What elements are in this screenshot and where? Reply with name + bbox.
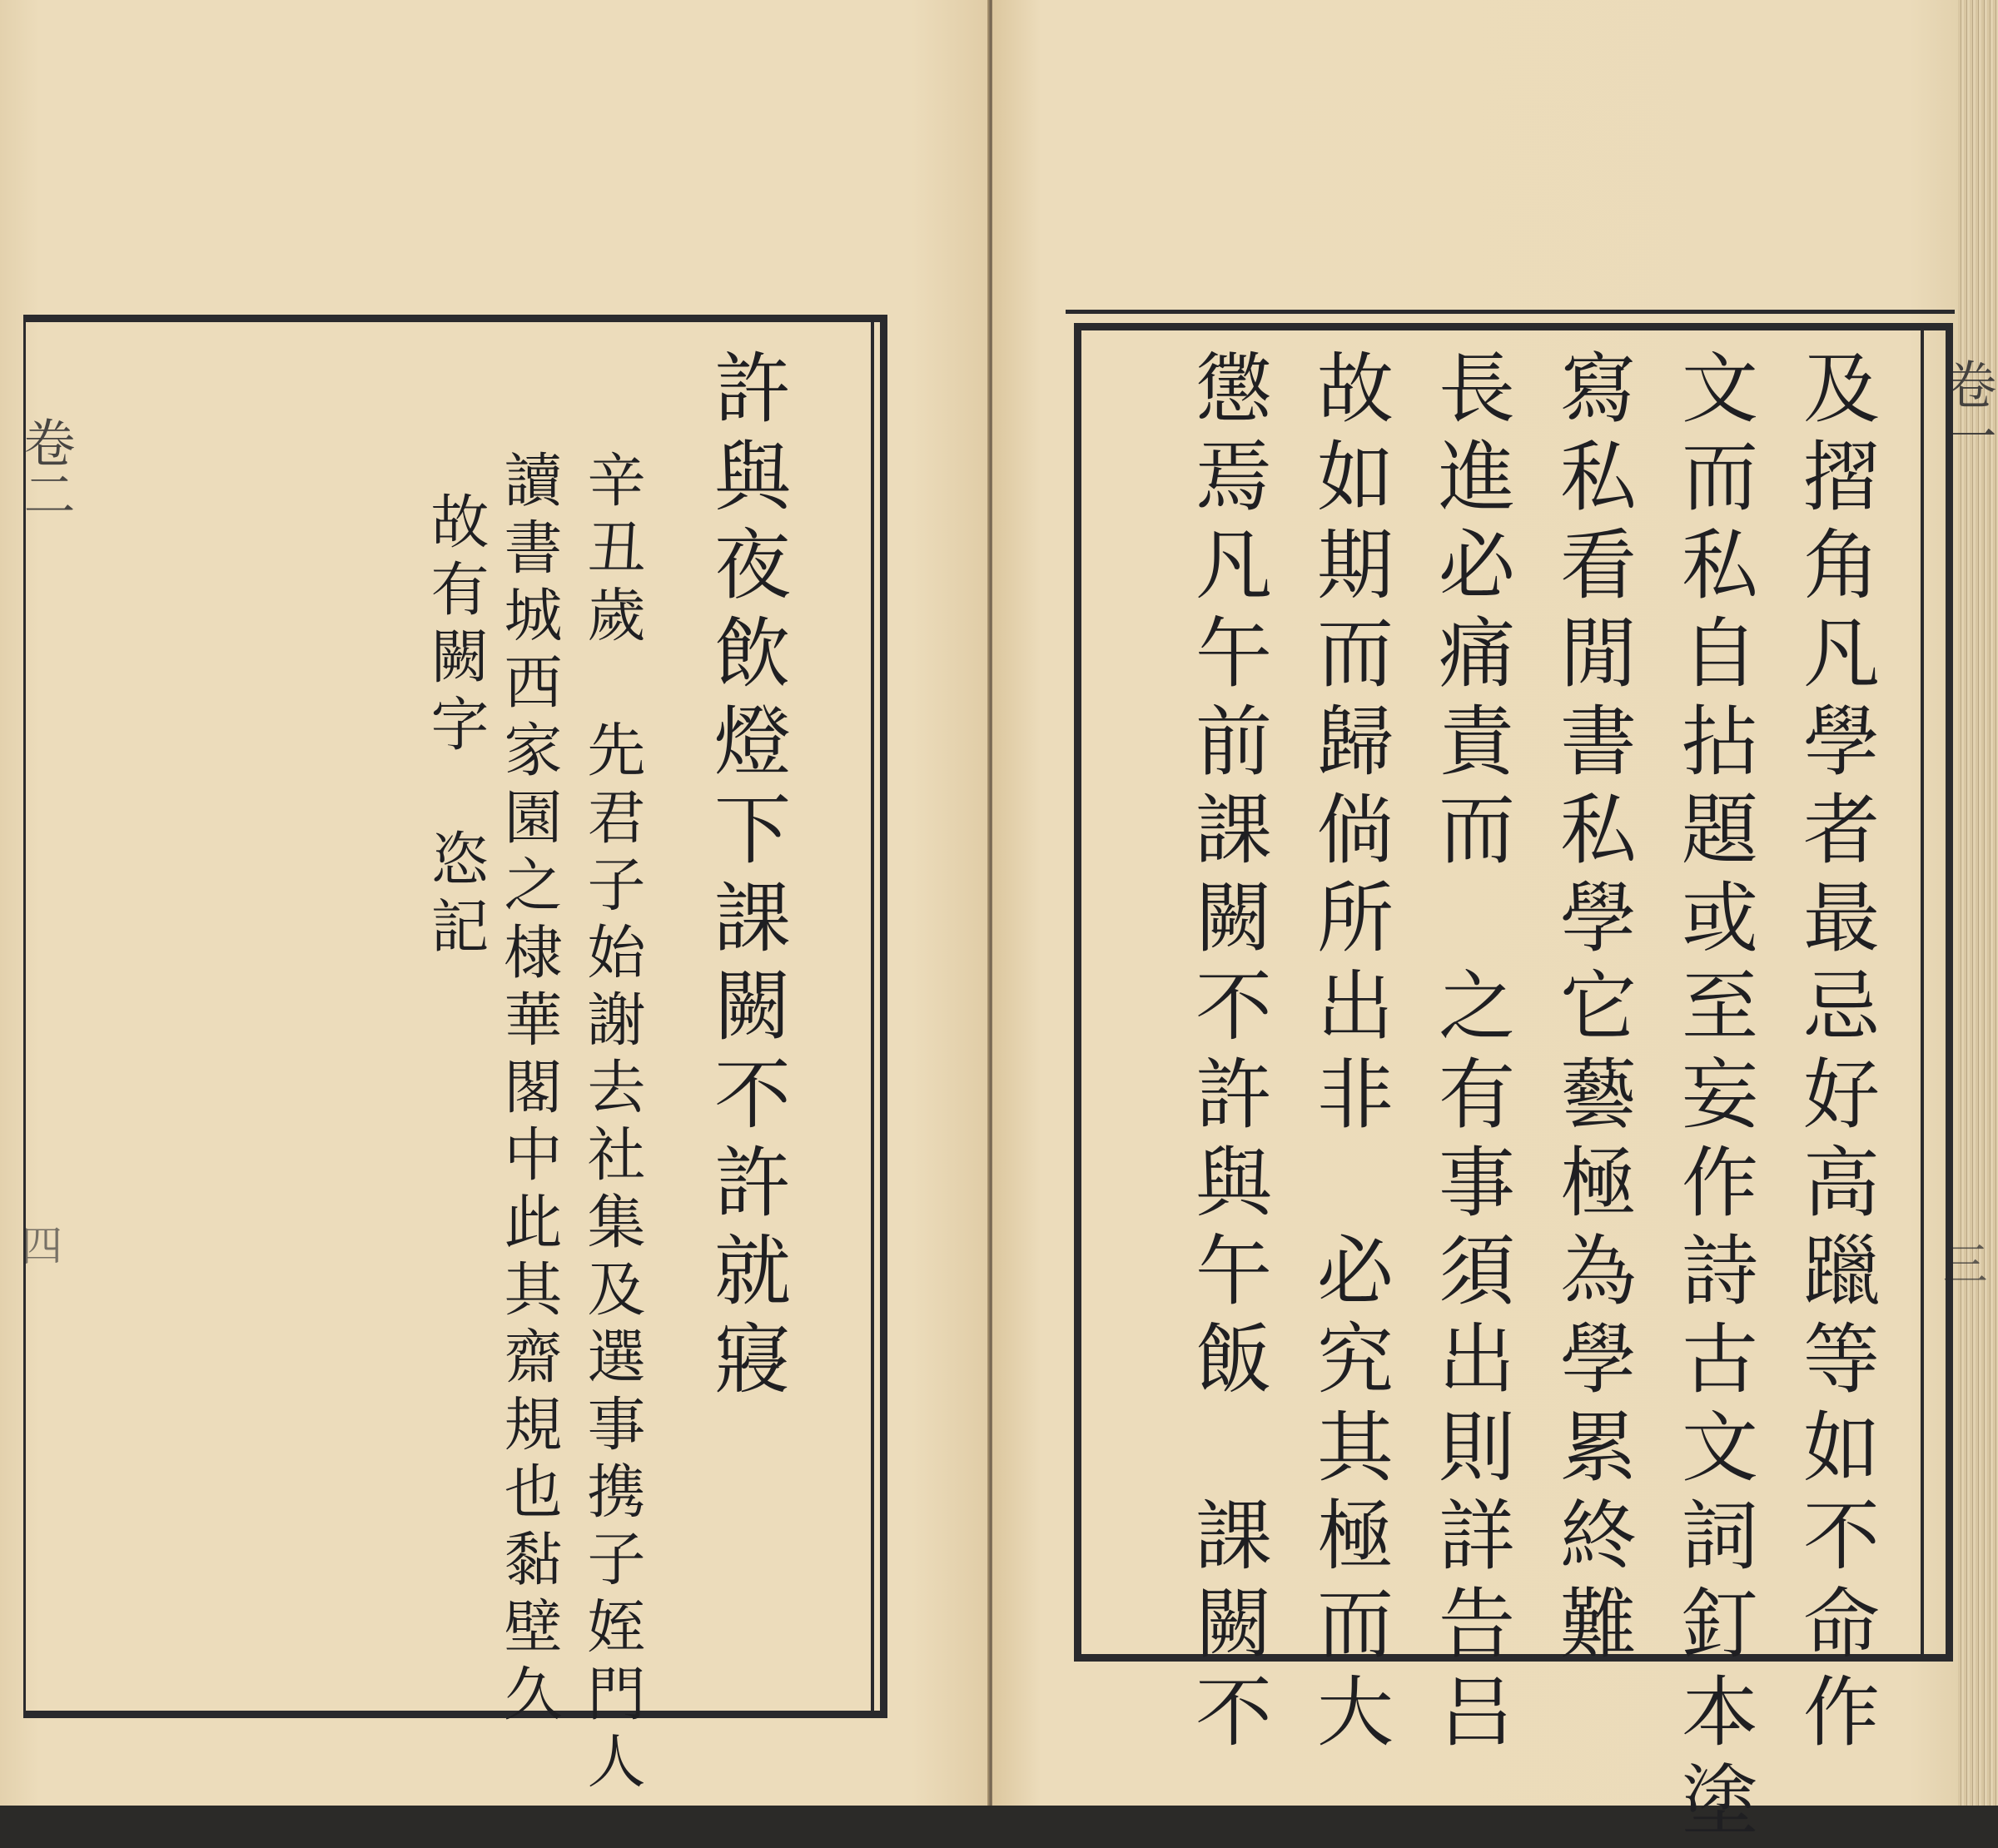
right-text-column-2: 文而私自拈題或至妄作詩古文詞釘本塗 [1669, 348, 1758, 1848]
right-page-top-rule [1066, 310, 1955, 314]
right-text-column-4: 長進必痛責而 之有事須出則詳告吕 [1426, 348, 1515, 1760]
right-text-column-6: 懲焉凡午前課闕不許與午飯 課闕不 [1183, 348, 1272, 1760]
left-margin-number: 四 [14, 1224, 62, 1265]
left-note-column-2: 讀書城西家園之棣華閣中此其齋規也黏壁久 [495, 450, 563, 1731]
right-margin-number: 三 [1936, 1240, 1988, 1285]
right-page-fold-rule [1921, 323, 1924, 1655]
left-main-column: 許與夜飲燈下課闕不許就寢 [702, 348, 791, 1407]
left-note-column-3: 故有闕字 恣記 [421, 491, 490, 963]
left-note-column-1: 辛丑歲 先君子始謝去社集及選事携子姪門人 [578, 450, 646, 1798]
right-text-column-5: 故如期而歸倘所出非 必究其極而大 [1305, 348, 1394, 1760]
right-margin-label: 卷一 [1936, 358, 1997, 461]
right-text-column-3: 寫私看閒書私學它藝極為學累終難 [1548, 348, 1637, 1672]
right-text-column-1: 及摺角凡學者最忌好高躐等如不命作 [1791, 348, 1880, 1760]
left-margin-label: 卷二 [15, 416, 76, 519]
page-edges [1958, 0, 1998, 1806]
left-page [0, 0, 991, 1806]
left-page-fold-rule [871, 316, 874, 1716]
